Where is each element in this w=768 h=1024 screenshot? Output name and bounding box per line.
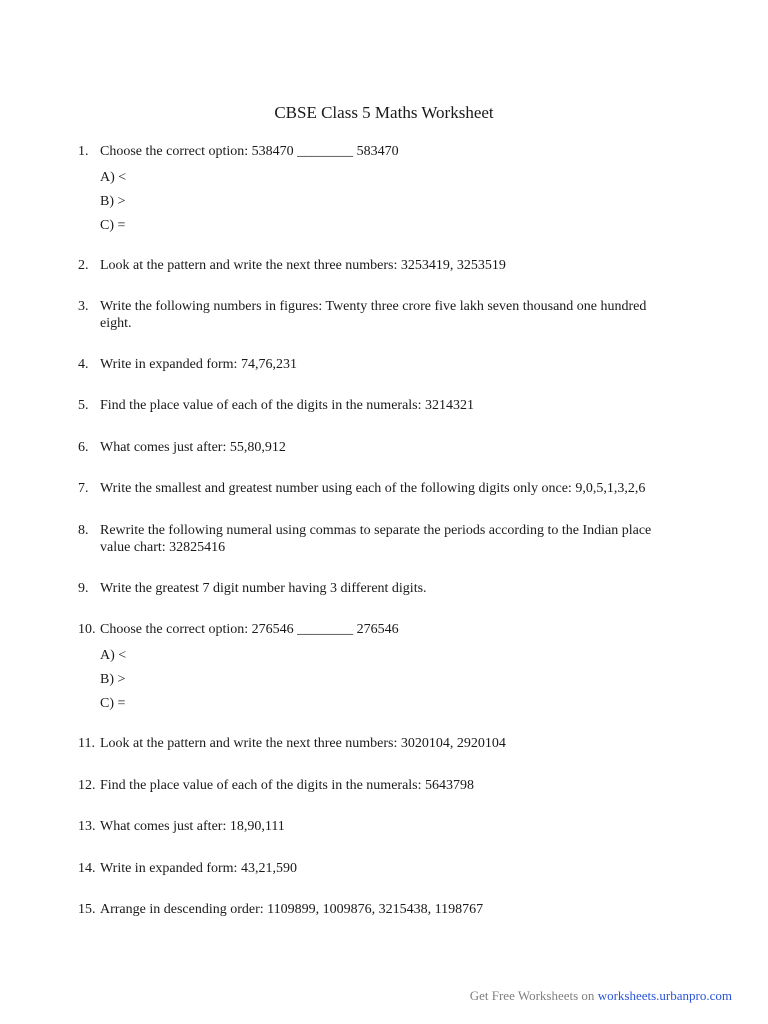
option-a: A) < bbox=[100, 648, 127, 663]
question-12 bbox=[78, 777, 678, 794]
question-3 bbox=[78, 298, 678, 332]
question-text: Find the place value of each of the digits in the numerals: 5643798 bbox=[100, 778, 475, 793]
question-2 bbox=[78, 257, 678, 274]
question-text: Write the greatest 7 digit number having 3 different digits. bbox=[100, 581, 427, 596]
question-6 bbox=[78, 439, 678, 456]
question-1 bbox=[78, 143, 678, 160]
question-number: 4. bbox=[78, 357, 89, 372]
question-number: 3. bbox=[78, 299, 89, 314]
question-5 bbox=[78, 397, 678, 414]
option-c: C) = bbox=[100, 696, 126, 711]
question-8 bbox=[78, 522, 678, 556]
footer-prefix: Get Free Worksheets on bbox=[469, 988, 598, 1003]
question-text: Choose the correct option: 538470 ________ 583470 bbox=[100, 144, 399, 159]
option-c: C) = bbox=[100, 218, 126, 233]
question-text: Arrange in descending order: 1109899, 1009876, 3215438, 1198767 bbox=[100, 902, 484, 917]
question-number: 10. bbox=[78, 622, 96, 637]
question-4 bbox=[78, 356, 678, 373]
question-text: Choose the correct option: 276546 ________ 276546 bbox=[100, 622, 399, 637]
option-a: A) < bbox=[100, 170, 127, 185]
question-text: Write the following numbers in figures: Twenty three crore five lakh seven thousand one hundred eight. bbox=[100, 299, 647, 331]
footer-link[interactable]: worksheets.urbanpro.com bbox=[597, 988, 732, 1003]
option-b: B) > bbox=[100, 194, 126, 209]
question-text: Write the smallest and greatest number using each of the following digits only once: 9,0,5,1,3,2,6 bbox=[100, 481, 646, 496]
question-14 bbox=[78, 860, 678, 877]
footer bbox=[470, 988, 732, 1004]
question-10 bbox=[78, 621, 678, 638]
question-text: Find the place value of each of the digits in the numerals: 3214321 bbox=[100, 398, 475, 413]
question-number: 13. bbox=[78, 819, 96, 834]
question-number: 15. bbox=[78, 902, 96, 917]
question-text: Look at the pattern and write the next three numbers: 3253419, 3253519 bbox=[100, 258, 506, 273]
question-7 bbox=[78, 480, 678, 497]
question-number: 7. bbox=[78, 481, 89, 496]
page-title: CBSE Class 5 Maths Worksheet bbox=[274, 103, 494, 122]
question-number: 2. bbox=[78, 258, 89, 273]
question-number: 5. bbox=[78, 398, 89, 413]
question-9 bbox=[78, 580, 678, 597]
question-text: What comes just after: 55,80,912 bbox=[100, 440, 286, 455]
question-text: Write in expanded form: 43,21,590 bbox=[100, 861, 297, 876]
question-15 bbox=[78, 901, 678, 918]
question-number: 1. bbox=[78, 144, 89, 159]
question-number: 14. bbox=[78, 861, 96, 876]
question-13 bbox=[78, 818, 678, 835]
question-11 bbox=[78, 735, 678, 752]
question-number: 6. bbox=[78, 440, 89, 455]
question-text: Write in expanded form: 74,76,231 bbox=[100, 357, 297, 372]
question-text: What comes just after: 18,90,111 bbox=[100, 819, 285, 834]
option-b: B) > bbox=[100, 672, 126, 687]
question-number: 12. bbox=[78, 778, 96, 793]
question-number: 11. bbox=[78, 736, 95, 751]
question-text: Rewrite the following numeral using commas to separate the periods according to the Indian place value chart: 32825416 bbox=[100, 523, 652, 555]
question-number: 9. bbox=[78, 581, 89, 596]
question-text: Look at the pattern and write the next three numbers: 3020104, 2920104 bbox=[100, 736, 506, 751]
question-number: 8. bbox=[78, 523, 89, 538]
